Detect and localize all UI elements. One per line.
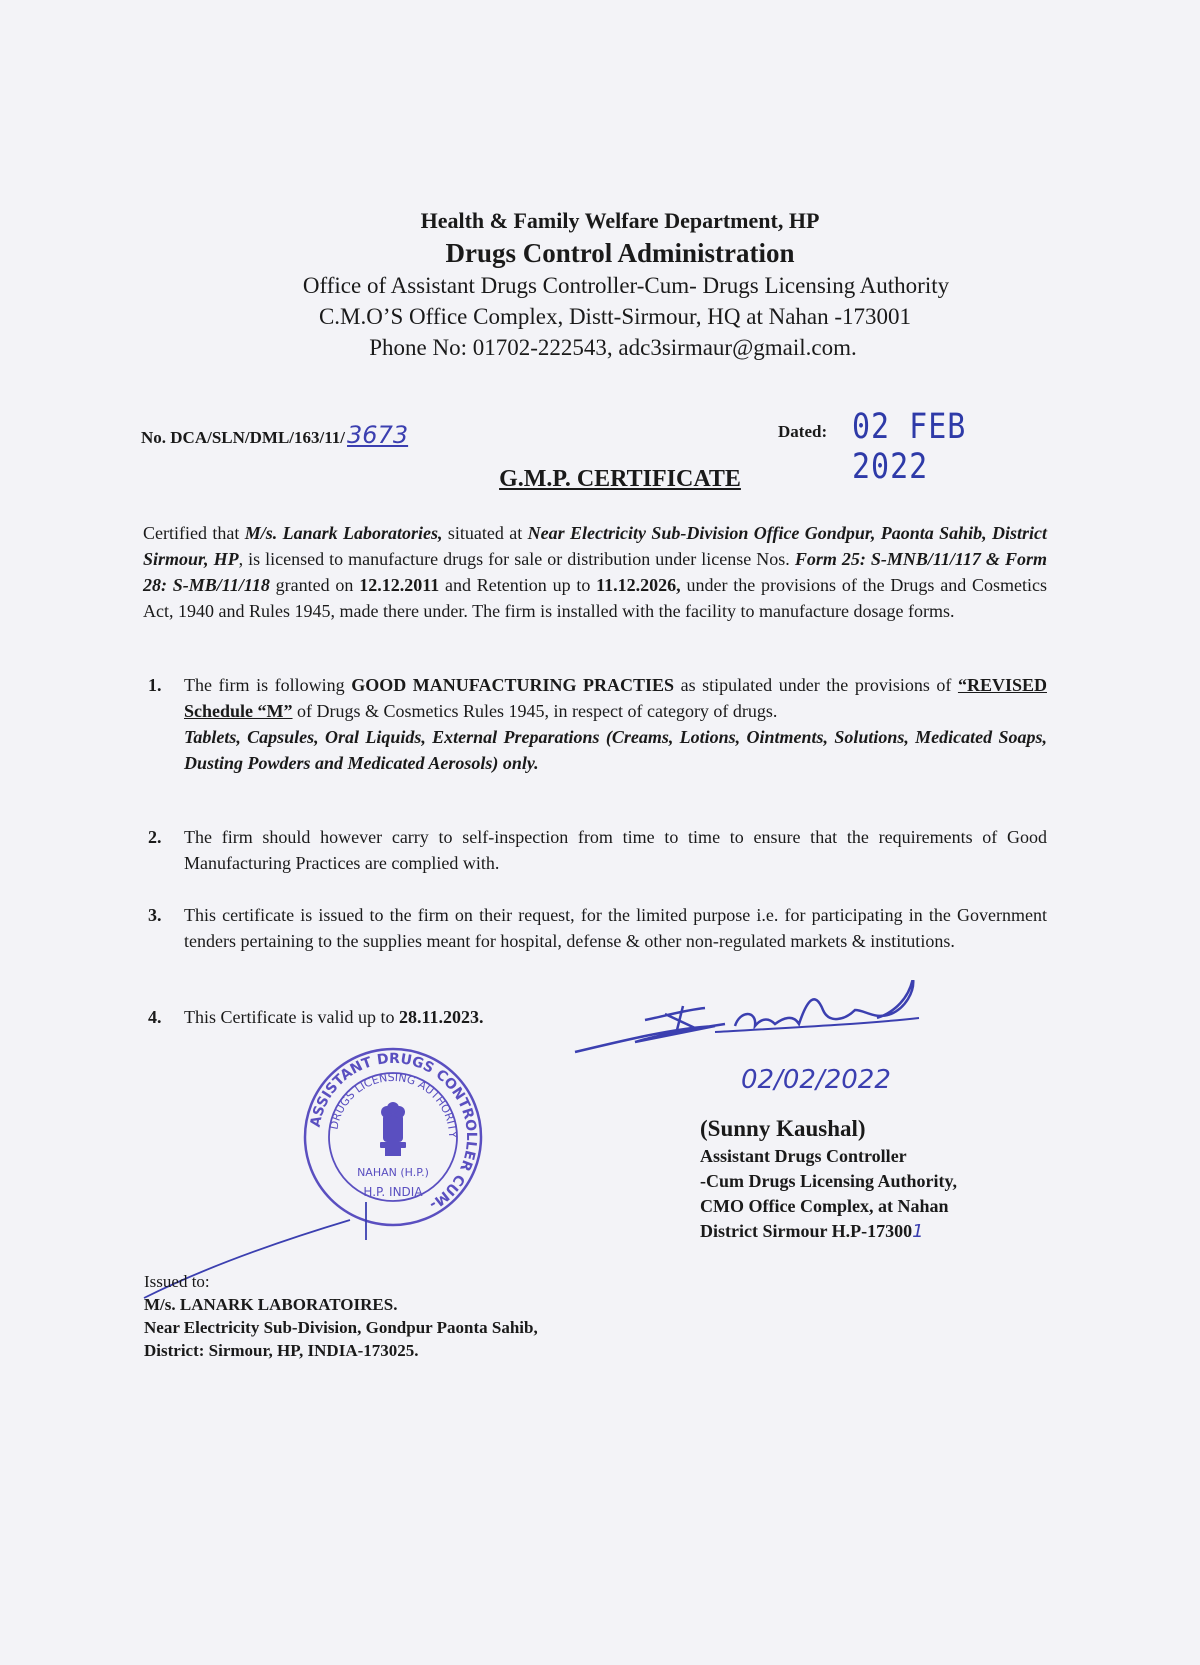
signatory-block [700,1114,957,1244]
certificate-title [0,466,1200,493]
issued-to-block [144,1270,538,1362]
signature-date: 02/02/2022 [741,1065,891,1095]
recipient-address-1: Near Electricity Sub-Division, Gondpur Paonta Sahib, [144,1318,538,1337]
signatory-name: (Sunny Kaushal) [700,1116,866,1141]
retention-date: 11.12.2026, [596,575,681,595]
item-text: This Certificate is valid up to [184,1007,399,1027]
certificate-title-text: G.M.P. CERTIFICATE [499,466,741,492]
intro-text: granted on [269,575,360,595]
item-text: This certificate is issued to the firm on their request, for the limited purpose i.e. for participating in the Government tenders pertaining to the supplies meant for hospital, defense & other non-regulated markets & institutions. [184,905,1047,951]
department-name: Health & Family Welfare Department, HP [420,208,820,233]
stamp-place: NAHAN (H.P.) [357,1166,429,1179]
signatory-designation-1: Assistant Drugs Controller [700,1146,907,1166]
stamp-outer-text: ASSISTANT DRUGS CONTROLLER CUM- [307,1050,480,1213]
stamp-inner-text: DRUGS LICENSING AUTHORITY [327,1070,460,1139]
office-phone: Phone No: 01702-222543, adc3sirmaur@gmail.com. [369,335,857,360]
recipient-firm: M/s. LANARK LABORATOIRES. [144,1295,398,1314]
administration-name: Drugs Control Administration [445,238,795,268]
item-text: The firm should however carry to self-inspection from time to time to ensure that the requirements of Good Manufacturing Practices are complied with. [184,827,1047,873]
handwritten-signature [565,980,985,1100]
item-text: The firm is following [184,675,352,695]
gmp-text: GOOD MANUFACTURING PRACTIES [351,675,675,695]
intro-text: and Retention up to [439,575,597,595]
emblem-icon [380,1102,406,1156]
intro-text: , is licensed to manufacture drugs for sale or distribution under license Nos. [238,549,795,569]
valid-date: 28.11.2023. [398,1007,484,1027]
item-number: 1. [148,675,162,695]
recipient-address-2: District: Sirmour, HP, INDIA-173025. [144,1341,419,1360]
signatory-designation-4 [700,1219,957,1244]
item-number: 2. [148,827,162,847]
schedule-text: “REVISED Schedule “M” [184,675,1047,721]
handwritten-digit: 1 [912,1221,924,1242]
signatory-designation-3: CMO Office Complex, at Nahan [700,1196,949,1216]
item-number: 3. [148,905,162,925]
license-numbers: Form 25: S-MNB/11/117 & Form 28: S-MB/11/118 [143,549,1047,595]
firm-name: M/s. Lanark Laboratories, [244,523,443,543]
item-number: 4. [148,1007,162,1027]
firm-location: Near Electricity Sub-Division Office Gondpur, Paonta Sahib, District Sirmour, HP [143,523,1048,569]
intro-text: under the provisions of the Drugs and Cosmetics Act, 1940 and Rules 1945, made there under. The firm is installed with the facility to manufacture dosage forms. [143,575,1047,621]
list-item [143,824,1047,876]
dated-label: Dated: [778,422,828,441]
list-item [143,902,1047,954]
item-text: of Drugs & Cosmetics Rules 1945, in respect of category of drugs. [292,701,778,721]
granted-date: 12.12.2011 [359,575,440,595]
signatory-address: District Sirmour H.P-17300 [700,1221,913,1241]
office-address: C.M.O’S Office Complex, Distt-Sirmour, HQ at Nahan -173001 [318,304,912,329]
intro-paragraph [143,520,1047,624]
handwritten-number: 3673 [347,421,409,449]
item-text: as stipulated under the provisions of [674,675,958,695]
reference-number [141,421,408,449]
issued-to-label: Issued to: [144,1272,210,1291]
intro-text: Certified that [143,523,245,543]
intro-text: situated at [442,523,528,543]
reference-label: No. DCA/SLN/DML/163/11/ [141,428,346,447]
date-stamp: 02 FEB 2022 [852,406,967,488]
drug-categories: Tablets, Capsules, Oral Liquids, External Preparations (Creams, Lotions, Ointments, Solutions, Medicated Soaps, Dusting Powders and Medicated Aerosols) only. [184,727,1047,773]
office-name: Office of Assistant Drugs Controller-Cum- Drugs Licensing Authority [302,273,950,298]
stamp-country: H.P. INDIA [363,1185,423,1199]
letterhead [0,206,1200,363]
signatory-designation-2: -Cum Drugs Licensing Authority, [700,1171,958,1191]
list-item [143,672,1047,776]
